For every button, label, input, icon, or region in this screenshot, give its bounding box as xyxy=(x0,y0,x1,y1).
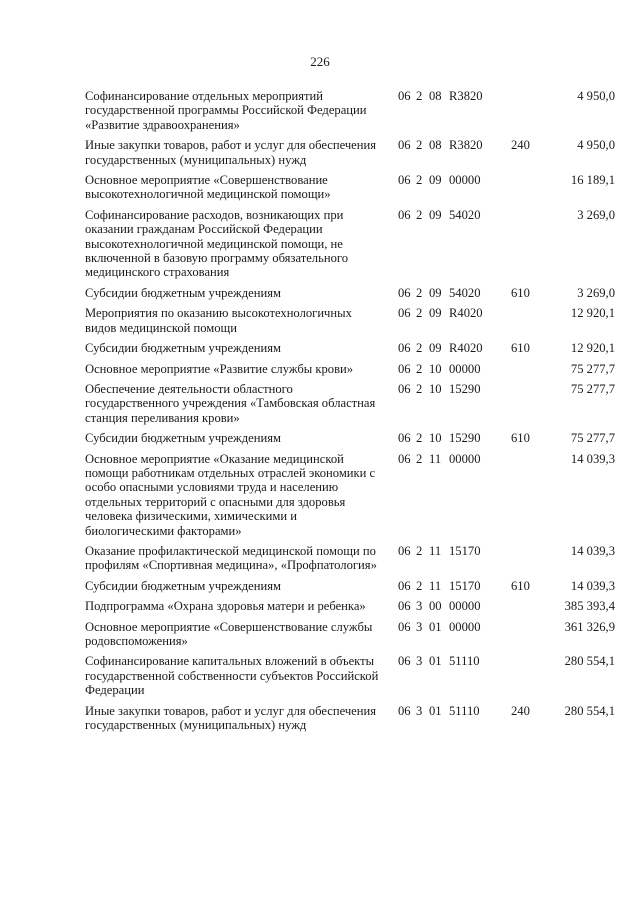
row-description: Обеспечение деятельности областного государственного учреждения «Тамбовская областная станция переливания крови» xyxy=(85,381,376,425)
amount: 75 277,7 xyxy=(570,431,615,446)
main-activity-code: 09 xyxy=(429,341,442,356)
table-row xyxy=(85,599,615,613)
subprogram-code: 2 xyxy=(416,543,423,558)
row-description: Основное мероприятие «Оказание медицинской помощи работникам отдельных отраслей экономики с особо опасными условиями труда и населению отдельных территорий с опасными для здоровья человека физическими, химическими и биологическими факторами» xyxy=(85,451,376,538)
program-code: 06 xyxy=(398,599,411,614)
amount: 3 269,0 xyxy=(577,207,615,222)
amount: 16 189,1 xyxy=(570,173,615,188)
amount: 12 920,1 xyxy=(570,306,615,321)
expense-type-code: 240 xyxy=(511,703,530,718)
program-code: 06 xyxy=(398,341,411,356)
direction-code: R4020 xyxy=(449,341,483,356)
subprogram-code: 2 xyxy=(416,173,423,188)
table-row xyxy=(85,173,615,202)
direction-code: 51110 xyxy=(449,703,480,718)
subprogram-code: 2 xyxy=(416,341,423,356)
subprogram-code: 2 xyxy=(416,451,423,466)
row-description: Основное мероприятие «Совершенствование высокотехнологичной медицинской помощи» xyxy=(85,173,331,202)
row-description: Мероприятия по оказанию высокотехнологичных видов медицинской помощи xyxy=(85,306,352,335)
direction-code: 54020 xyxy=(449,285,481,300)
main-activity-code: 09 xyxy=(429,285,442,300)
expense-type-code: 610 xyxy=(511,341,530,356)
row-description: Иные закупки товаров, работ и услуг для обеспечения государственных (муниципальных) нужд xyxy=(85,138,377,167)
main-activity-code: 11 xyxy=(429,543,442,558)
main-activity-code: 08 xyxy=(429,89,442,103)
direction-code: 15290 xyxy=(449,381,481,396)
main-activity-code: 01 xyxy=(429,619,442,634)
table-row xyxy=(85,341,615,355)
table-row xyxy=(85,286,615,300)
program-code: 06 xyxy=(398,138,411,153)
main-activity-code: 11 xyxy=(429,451,442,466)
row-description: Субсидии бюджетным учреждениям xyxy=(85,578,281,593)
row-description: Субсидии бюджетным учреждениям xyxy=(85,285,281,300)
table-row xyxy=(85,306,615,335)
row-description: Субсидии бюджетным учреждениям xyxy=(85,431,281,446)
table-row xyxy=(85,362,615,376)
subprogram-code: 2 xyxy=(416,578,423,593)
program-code: 06 xyxy=(398,431,411,446)
amount: 4 950,0 xyxy=(577,89,615,103)
direction-code: 15290 xyxy=(449,431,481,446)
subprogram-code: 3 xyxy=(416,599,423,614)
amount: 75 277,7 xyxy=(570,361,615,376)
row-description: Софинансирование капитальных вложений в объекты государственной собственности субъектов Российской Федерации xyxy=(85,654,379,698)
expense-type-code: 610 xyxy=(511,431,530,446)
table-row xyxy=(85,620,615,649)
direction-code: 15170 xyxy=(449,578,481,593)
program-code: 06 xyxy=(398,173,411,188)
page-number: 226 xyxy=(310,54,330,69)
program-code: 06 xyxy=(398,285,411,300)
subprogram-code: 2 xyxy=(416,89,423,103)
direction-code: 51110 xyxy=(449,654,480,669)
amount: 14 039,3 xyxy=(570,543,615,558)
row-description: Основное мероприятие «Совершенствование службы родовспоможения» xyxy=(85,619,373,648)
subprogram-code: 3 xyxy=(416,703,423,718)
budget-table xyxy=(85,89,615,738)
subprogram-code: 2 xyxy=(416,138,423,153)
subprogram-code: 2 xyxy=(416,431,423,446)
program-code: 06 xyxy=(398,543,411,558)
table-row xyxy=(85,579,615,593)
expense-type-code: 610 xyxy=(511,285,530,300)
table-row xyxy=(85,138,615,167)
main-activity-code: 00 xyxy=(429,599,442,614)
direction-code: 54020 xyxy=(449,207,481,222)
main-activity-code: 10 xyxy=(429,431,442,446)
table-row xyxy=(85,382,615,425)
table-row xyxy=(85,89,615,132)
direction-code: 00000 xyxy=(449,619,481,634)
table-row xyxy=(85,431,615,445)
program-code: 06 xyxy=(398,361,411,376)
subprogram-code: 3 xyxy=(416,654,423,669)
row-description: Основное мероприятие «Развитие службы крови» xyxy=(85,361,354,376)
main-activity-code: 01 xyxy=(429,703,442,718)
subprogram-code: 2 xyxy=(416,207,423,222)
row-description: Софинансирование отдельных мероприятий государственной программы Российской Федерации «Развитие здравоохранения» xyxy=(85,89,367,132)
program-code: 06 xyxy=(398,89,411,103)
table-row xyxy=(85,544,615,573)
program-code: 06 xyxy=(398,381,411,396)
main-activity-code: 10 xyxy=(429,361,442,376)
program-code: 06 xyxy=(398,619,411,634)
amount: 3 269,0 xyxy=(577,285,615,300)
subprogram-code: 2 xyxy=(416,381,423,396)
direction-code: 00000 xyxy=(449,173,481,188)
main-activity-code: 01 xyxy=(429,654,442,669)
program-code: 06 xyxy=(398,578,411,593)
direction-code: R3820 xyxy=(449,89,483,103)
direction-code: 00000 xyxy=(449,599,481,614)
table-row xyxy=(85,452,615,538)
direction-code: R3820 xyxy=(449,138,483,153)
row-description: Софинансирование расходов, возникающих при оказании гражданам Российской Федерации высокотехнологичной медицинской помощи, не включенной в базовую программу обязательного медицинского страхования xyxy=(85,207,349,280)
direction-code: 00000 xyxy=(449,361,481,376)
amount: 280 554,1 xyxy=(564,654,615,669)
program-code: 06 xyxy=(398,207,411,222)
amount: 385 393,4 xyxy=(564,599,615,614)
expense-type-code: 240 xyxy=(511,138,530,153)
main-activity-code: 08 xyxy=(429,138,442,153)
amount: 14 039,3 xyxy=(570,451,615,466)
amount: 14 039,3 xyxy=(570,578,615,593)
expense-type-code: 610 xyxy=(511,578,530,593)
subprogram-code: 2 xyxy=(416,306,423,321)
amount: 361 326,9 xyxy=(564,619,615,634)
program-code: 06 xyxy=(398,654,411,669)
program-code: 06 xyxy=(398,306,411,321)
row-description: Субсидии бюджетным учреждениям xyxy=(85,341,281,356)
amount: 280 554,1 xyxy=(564,703,615,718)
table-row xyxy=(85,654,615,697)
row-description: Оказание профилактической медицинской помощи по профилям «Спортивная медицина», «Профпатология» xyxy=(85,543,377,573)
main-activity-code: 10 xyxy=(429,381,442,396)
subprogram-code: 2 xyxy=(416,285,423,300)
main-activity-code: 09 xyxy=(429,306,442,321)
table-row xyxy=(85,704,615,733)
table-row xyxy=(85,208,615,280)
main-activity-code: 09 xyxy=(429,173,442,188)
main-activity-code: 09 xyxy=(429,207,442,222)
direction-code: 00000 xyxy=(449,451,481,466)
subprogram-code: 2 xyxy=(416,361,423,376)
direction-code: R4020 xyxy=(449,306,483,321)
row-description: Иные закупки товаров, работ и услуг для обеспечения государственных (муниципальных) нужд xyxy=(85,703,377,733)
program-code: 06 xyxy=(398,451,411,466)
amount: 75 277,7 xyxy=(570,381,615,396)
program-code: 06 xyxy=(398,703,411,718)
amount: 12 920,1 xyxy=(570,341,615,356)
direction-code: 15170 xyxy=(449,543,481,558)
main-activity-code: 11 xyxy=(429,578,442,593)
row-description: Подпрограмма «Охрана здоровья матери и ребенка» xyxy=(85,599,366,614)
amount: 4 950,0 xyxy=(577,138,615,153)
subprogram-code: 3 xyxy=(416,619,423,634)
